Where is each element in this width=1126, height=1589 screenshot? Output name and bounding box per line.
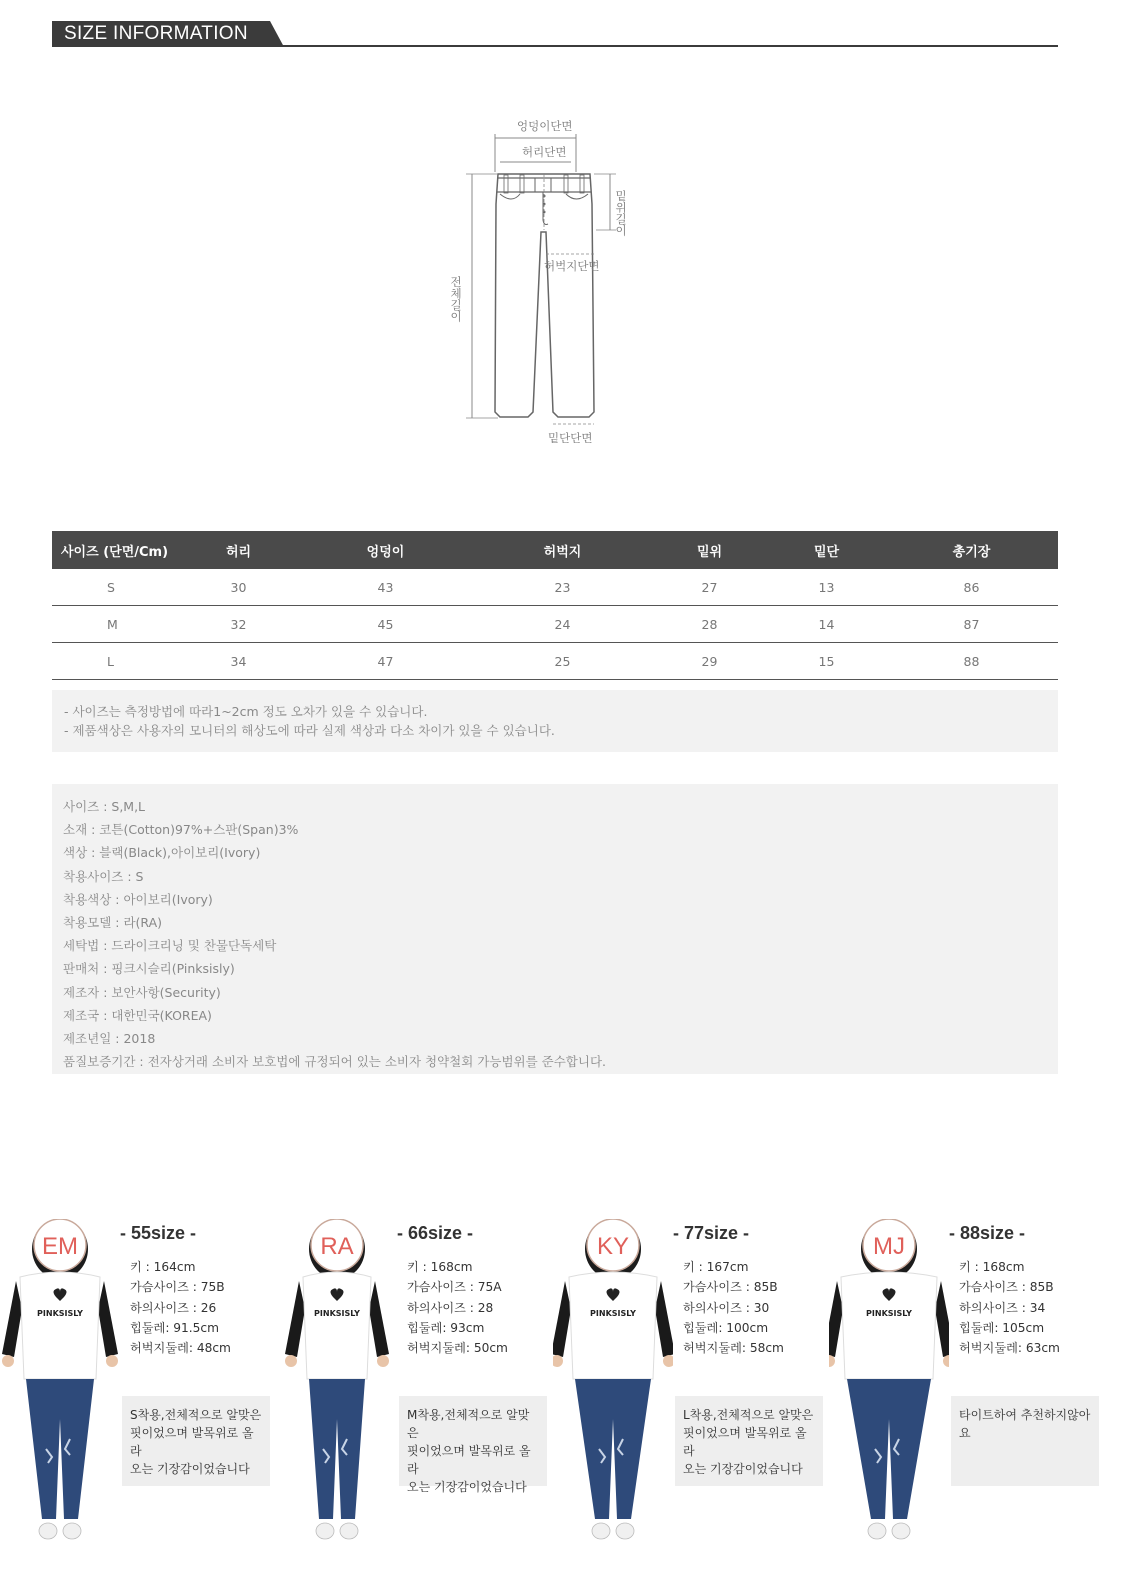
table-cell: 87 bbox=[885, 606, 1058, 643]
table-cell: 23 bbox=[474, 569, 651, 606]
model-stat: 키 : 168cm bbox=[407, 1260, 473, 1274]
model-initials: MJ bbox=[873, 1233, 905, 1260]
model-stats bbox=[959, 1257, 1060, 1358]
model-figure bbox=[277, 1219, 397, 1569]
model-stat: 키 : 167cm bbox=[683, 1260, 749, 1274]
table-cell: 13 bbox=[768, 569, 885, 606]
model-size-title: - 77size - bbox=[673, 1223, 750, 1243]
comment-line: 타이트하여 추천하지않아 bbox=[959, 1408, 1091, 1422]
comment-line: M착용,전체적으로 알맞은 bbox=[407, 1408, 530, 1440]
comment-line: S착용,전체적으로 알맞은 bbox=[130, 1408, 262, 1422]
model-stat: 힙둘레: 100cm bbox=[683, 1320, 769, 1335]
model-stat: 허벅지둘레: 50cm bbox=[407, 1341, 508, 1356]
col-total-length: 총기장 bbox=[885, 531, 1058, 569]
model-stat: 가슴사이즈 : 85B bbox=[683, 1280, 778, 1295]
info-warranty: 품질보증기간 : 전자상거래 소비자 보호법에 규정되어 있는 소비자 청약철회 가능범위를 준수합니다. bbox=[63, 1054, 606, 1070]
shirt-logo-text: PINKSISLY bbox=[866, 1309, 912, 1318]
rise-label: 밑위길이 bbox=[614, 190, 628, 236]
model-size-title: - 55size - bbox=[120, 1223, 197, 1243]
model-stat: 힙둘레: 93cm bbox=[407, 1320, 485, 1335]
table-cell: 25 bbox=[474, 643, 651, 680]
model-stat: 하의사이즈 : 28 bbox=[407, 1300, 494, 1315]
model-stat: 가슴사이즈 : 85B bbox=[959, 1280, 1054, 1295]
comment-line: 핏이었으며 발목위로 올라 bbox=[683, 1426, 807, 1458]
total-length-label: 전체길이 bbox=[449, 276, 463, 322]
model-stats bbox=[683, 1257, 784, 1358]
model-photo bbox=[553, 1219, 673, 1569]
model-stat: 하의사이즈 : 34 bbox=[959, 1300, 1046, 1315]
model-initials: EM bbox=[42, 1233, 78, 1260]
model-initials: KY bbox=[596, 1233, 630, 1260]
info-date: 제조년일 : 2018 bbox=[63, 1031, 156, 1047]
comment-line: 핏이었으며 발목위로 올라 bbox=[130, 1426, 254, 1458]
model-size-title: - 66size - bbox=[397, 1223, 474, 1243]
section-header bbox=[52, 21, 1058, 47]
info-washing: 세탁법 : 드라이크리닝 및 찬물단독세탁 bbox=[63, 938, 277, 954]
table-cell: M bbox=[52, 606, 180, 643]
table-cell: 28 bbox=[651, 606, 768, 643]
model-stat: 하의사이즈 : 26 bbox=[130, 1300, 217, 1315]
model-initials: RA bbox=[320, 1233, 354, 1260]
shirt-logo-text: PINKSISLY bbox=[37, 1309, 83, 1318]
model-stat: 가슴사이즈 : 75B bbox=[130, 1280, 225, 1295]
model-figure bbox=[553, 1219, 673, 1569]
table-cell: 86 bbox=[885, 569, 1058, 606]
shirt-logo-text: PINKSISLY bbox=[314, 1309, 360, 1318]
table-cell: 27 bbox=[651, 569, 768, 606]
model-figure bbox=[0, 1219, 120, 1569]
header-divider bbox=[52, 45, 1058, 47]
table-cell: 29 bbox=[651, 643, 768, 680]
hem-label: 밑단단면 bbox=[548, 431, 593, 445]
pants-measurement-diagram bbox=[440, 112, 640, 457]
table-cell: L bbox=[52, 643, 180, 680]
thigh-label: 허벅지단면 bbox=[544, 259, 600, 273]
model-stat: 키 : 164cm bbox=[130, 1260, 196, 1274]
info-worn-color: 착용색상 : 아이보리(Ivory) bbox=[63, 891, 213, 907]
info-country: 제조국 : 대한민국(KOREA) bbox=[63, 1007, 212, 1023]
model-stat: 허벅지둘레: 58cm bbox=[683, 1341, 784, 1356]
col-rise: 밑위 bbox=[651, 531, 768, 569]
info-material: 소재 : 코튼(Cotton)97%+스판(Span)3% bbox=[63, 822, 299, 838]
table-cell: 45 bbox=[297, 606, 474, 643]
shirt-logo-text: PINKSISLY bbox=[590, 1309, 636, 1318]
table-row bbox=[52, 569, 1058, 606]
waist-label: 허리단면 bbox=[522, 145, 567, 159]
table-cell: 15 bbox=[768, 643, 885, 680]
info-seller: 판매처 : 핑크시슬리(Pinksisly) bbox=[63, 961, 235, 977]
model-size-title: - 88size - bbox=[949, 1223, 1026, 1243]
model-fit-comment bbox=[399, 1396, 547, 1494]
model-stats bbox=[407, 1257, 508, 1358]
model-stat: 허벅지둘레: 48cm bbox=[130, 1341, 231, 1356]
model-photo bbox=[829, 1219, 949, 1569]
col-size: 사이즈 (단면/Cm) bbox=[52, 531, 180, 569]
col-hip: 엉덩이 bbox=[297, 531, 474, 569]
table-cell: 34 bbox=[180, 643, 297, 680]
model-photo bbox=[277, 1219, 397, 1569]
table-cell: 24 bbox=[474, 606, 651, 643]
model-stats bbox=[130, 1257, 231, 1358]
info-color: 색상 : 블랙(Black),아이보리(Ivory) bbox=[63, 845, 261, 861]
size-table bbox=[52, 531, 1058, 680]
col-thigh: 허벅지 bbox=[474, 531, 651, 569]
table-cell: 88 bbox=[885, 643, 1058, 680]
table-cell: 47 bbox=[297, 643, 474, 680]
note-line: - 사이즈는 측정방법에 따라1~2cm 정도 오차가 있을 수 있습니다. bbox=[64, 704, 428, 719]
model-stat: 힙둘레: 105cm bbox=[959, 1320, 1045, 1335]
table-cell: 32 bbox=[180, 606, 297, 643]
model-stat: 허벅지둘레: 63cm bbox=[959, 1341, 1060, 1356]
table-cell: 43 bbox=[297, 569, 474, 606]
comment-line: L착용,전체적으로 알맞은 bbox=[683, 1408, 814, 1422]
info-manufacturer: 제조자 : 보안사항(Security) bbox=[63, 984, 221, 1000]
model-figure bbox=[829, 1219, 949, 1569]
model-photo bbox=[0, 1219, 120, 1569]
table-row bbox=[52, 606, 1058, 643]
size-notes-box bbox=[52, 690, 1058, 752]
model-card bbox=[829, 1219, 1099, 1569]
model-card bbox=[0, 1219, 270, 1569]
size-table-header-row bbox=[52, 531, 1058, 569]
comment-line: 오는 기장감이었습니다 bbox=[683, 1462, 803, 1476]
model-stat: 키 : 168cm bbox=[959, 1260, 1025, 1274]
model-stat: 하의사이즈 : 30 bbox=[683, 1300, 770, 1315]
section-title: SIZE INFORMATION bbox=[52, 21, 270, 47]
comment-line: 오는 기장감이었습니다 bbox=[130, 1462, 250, 1476]
model-card bbox=[553, 1219, 823, 1569]
comment-line: 오는 기장감이었습니다 bbox=[407, 1480, 527, 1494]
comment-line: 요 bbox=[959, 1426, 971, 1440]
table-cell: S bbox=[52, 569, 180, 606]
model-stat: 가슴사이즈 : 75A bbox=[407, 1280, 502, 1295]
comment-line: 핏이었으며 발목위로 올라 bbox=[407, 1444, 531, 1476]
model-fit-comment bbox=[675, 1396, 823, 1486]
col-waist: 허리 bbox=[180, 531, 297, 569]
product-info-box bbox=[52, 784, 1058, 1074]
col-hem: 밑단 bbox=[768, 531, 885, 569]
info-worn-size: 착용사이즈 : S bbox=[63, 868, 144, 884]
model-card bbox=[277, 1219, 547, 1569]
note-line: - 제품색상은 사용자의 모니터의 해상도에 따라 실제 색상과 다소 차이가 있을 수 있습니다. bbox=[64, 723, 555, 738]
pants-illustration bbox=[440, 112, 640, 457]
hip-label: 엉덩이단면 bbox=[517, 119, 573, 133]
table-cell: 14 bbox=[768, 606, 885, 643]
table-cell: 30 bbox=[180, 569, 297, 606]
info-worn-model: 착용모델 : 라(RA) bbox=[63, 915, 163, 931]
table-row bbox=[52, 643, 1058, 680]
model-stat: 힙둘레: 91.5cm bbox=[130, 1320, 220, 1335]
model-fit-comment bbox=[122, 1396, 270, 1486]
model-fit-comment bbox=[951, 1396, 1099, 1486]
info-size: 사이즈 : S,M,L bbox=[63, 799, 146, 814]
